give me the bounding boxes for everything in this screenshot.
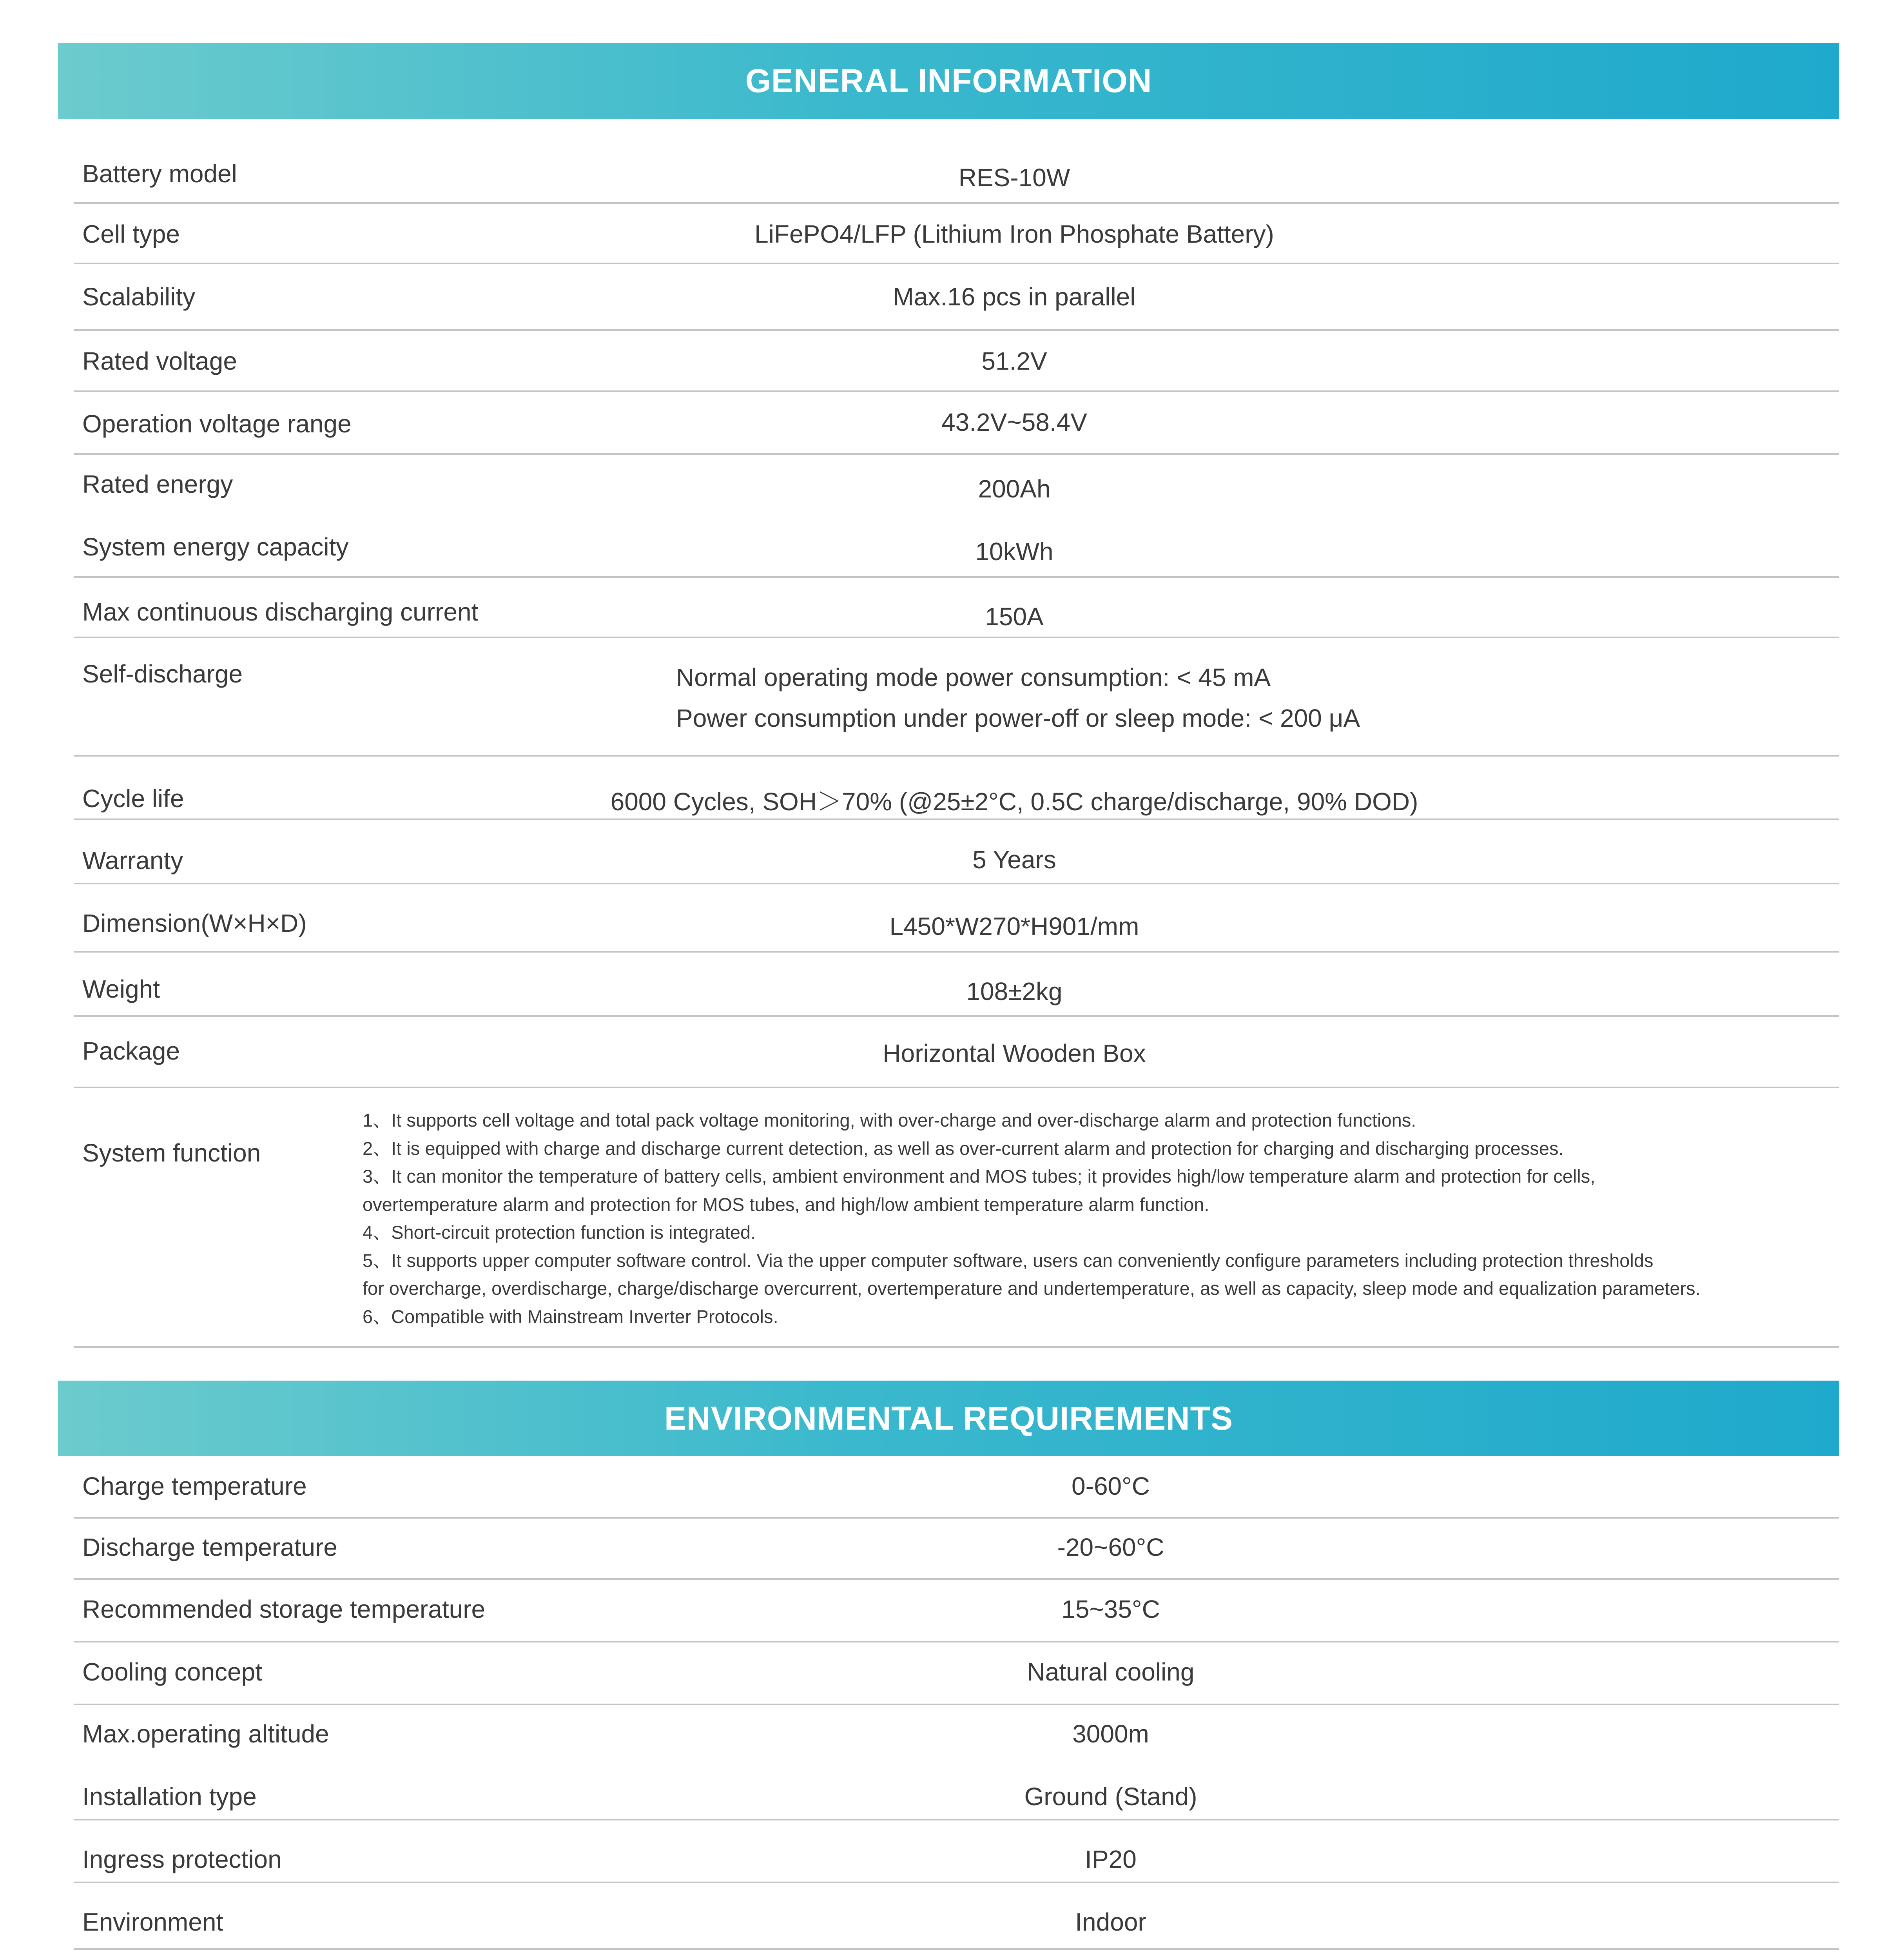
spec-row [74, 455, 1839, 578]
spec-row [74, 638, 1839, 757]
spec-row [74, 1705, 1839, 1820]
spec-value: -20~60°C [1057, 1533, 1164, 1561]
spec-row [74, 1883, 1839, 1950]
spec-value: Natural cooling [1027, 1658, 1195, 1686]
spec-label: Warranty [82, 846, 183, 875]
section-title: ENVIRONMENTAL REQUIREMENTS [664, 1400, 1233, 1437]
spec-value: 10kWh [975, 537, 1053, 566]
spec-value: LiFePO4/LFP (Lithium Iron Phosphate Battery) [754, 220, 1274, 248]
spec-value: 15~35°C [1061, 1595, 1160, 1623]
spec-label: System energy capacity [82, 533, 349, 561]
spec-row [74, 1642, 1839, 1705]
spec-label: Rated voltage [82, 347, 237, 375]
spec-value: 6000 Cycles, SOH＞70% (@25±2°C, 0.5C charge/discharge, 90% DOD) [610, 788, 1418, 816]
spec-value-line: Normal operating mode power consumption: < 45 mA [676, 663, 1271, 691]
spec-label: Dimension(W×H×D) [82, 909, 307, 937]
spec-value: Indoor [1075, 1908, 1146, 1936]
spec-row [74, 392, 1839, 455]
list-item: overtemperature alarm and protection for MOS tubes, and high/low ambient temperature alarm function. [363, 1194, 1209, 1215]
spec-row [74, 331, 1839, 392]
self-discharge-values [676, 657, 1360, 739]
list-item: for overcharge, overdischarge, charge/discharge overcurrent, overtemperature and undertemperature, as well as capacity, sleep mode and equalization parameters. [363, 1278, 1701, 1299]
spec-row [74, 1820, 1839, 1883]
spec-value: 0-60°C [1072, 1472, 1150, 1500]
spec-label: Battery model [82, 160, 237, 188]
list-item: 3、It can monitor the temperature of battery cells, ambient environment and MOS tubes; it provides high/low temperature alarm and protection for cells, [363, 1166, 1596, 1187]
spec-row [74, 757, 1839, 820]
list-item: 4、Short-circuit protection function is integrated. [363, 1222, 756, 1243]
spec-label: Cycle life [82, 784, 184, 813]
spec-value: 3000m [1072, 1720, 1149, 1748]
spec-row [74, 953, 1839, 1017]
spec-value: 5 Years [972, 846, 1056, 874]
section-title: GENERAL INFORMATION [745, 62, 1152, 99]
spec-label: Cooling concept [82, 1658, 262, 1686]
list-item: 2、It is equipped with charge and discharge current detection, as well as over-current alarm and protection for charging and discharging processes. [363, 1138, 1564, 1159]
list-item: 6、Compatible with Mainstream Inverter Protocols. [363, 1306, 778, 1327]
spec-value: Horizontal Wooden Box [883, 1039, 1146, 1067]
list-item: 5、It supports upper computer software control. Via the upper computer software, users can conveniently configure parameters including protection thresholds [363, 1250, 1654, 1271]
spec-label: Max.operating altitude [82, 1720, 329, 1748]
spec-label: Environment [82, 1908, 223, 1936]
spec-value: RES-10W [958, 163, 1070, 192]
spec-value: 51.2V [981, 347, 1047, 375]
spec-row [74, 264, 1839, 331]
spec-value: 150A [985, 603, 1044, 631]
spec-label: Recommended storage temperature [82, 1595, 486, 1623]
spec-value: 108±2kg [966, 977, 1063, 1005]
section-header-general [58, 43, 1839, 119]
spec-value: Max.16 pcs in parallel [893, 283, 1136, 311]
list-item: 1、It supports cell voltage and total pack voltage monitoring, with over-charge and over-discharge alarm and protection functions. [363, 1110, 1416, 1131]
spec-label: Scalability [82, 283, 196, 311]
spec-label: Charge temperature [82, 1472, 307, 1500]
spec-row [74, 578, 1839, 638]
spec-row [74, 1580, 1839, 1642]
spec-label: Installation type [82, 1782, 257, 1811]
spec-value: L450*W270*H901/mm [889, 912, 1139, 940]
spec-row [74, 1519, 1839, 1580]
spec-row [74, 884, 1839, 953]
spec-label: System function [82, 1139, 261, 1167]
spec-label: Weight [82, 975, 160, 1003]
spec-label: Cell type [82, 220, 180, 248]
spec-label: Self-discharge [82, 660, 243, 688]
spec-label: Max continuous discharging current [82, 598, 479, 626]
spec-value-line: Power consumption under power-off or sleep mode: < 200 μA [676, 704, 1360, 732]
spec-row [74, 820, 1839, 884]
spec-row [74, 204, 1839, 264]
spec-value: 43.2V~58.4V [941, 408, 1087, 436]
spec-label: Package [82, 1037, 180, 1065]
section-header-environmental [58, 1381, 1839, 1456]
spec-value: Ground (Stand) [1024, 1782, 1197, 1811]
spec-label: Operation voltage range [82, 410, 352, 438]
spec-row [74, 1458, 1839, 1519]
spec-label: Rated energy [82, 470, 233, 498]
system-function-list [363, 1106, 1701, 1330]
spec-value: 200Ah [978, 475, 1051, 503]
spec-value: IP20 [1085, 1845, 1137, 1873]
spec-row [74, 1017, 1839, 1088]
spec-label: Discharge temperature [82, 1533, 337, 1561]
spec-label: Ingress protection [82, 1845, 282, 1873]
spec-row [74, 149, 1839, 204]
